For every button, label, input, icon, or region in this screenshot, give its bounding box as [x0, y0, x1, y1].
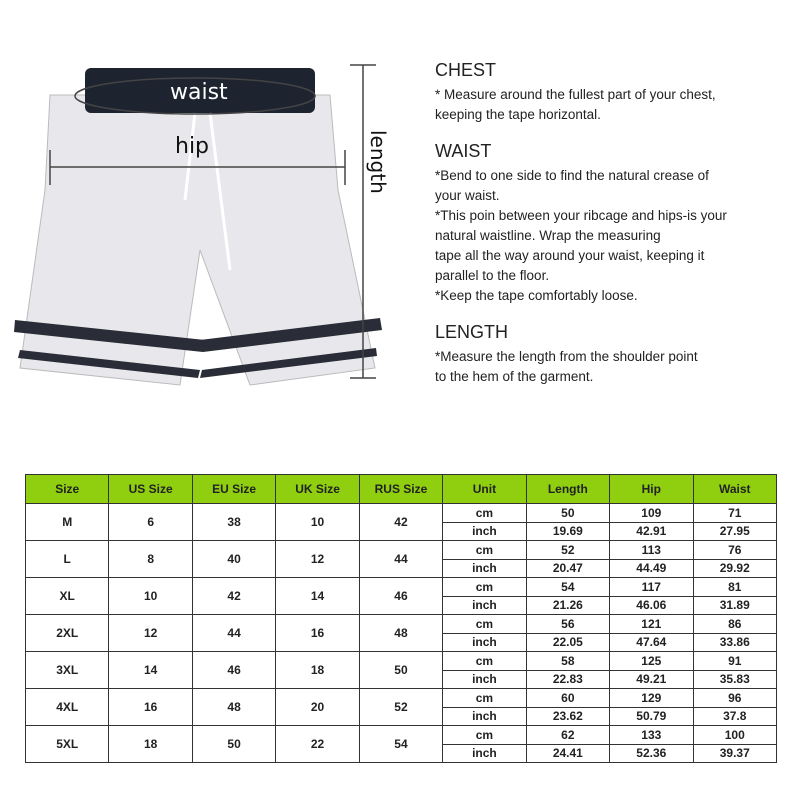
cell-inch: 33.86 [693, 633, 777, 652]
cell-cm: 58 [526, 652, 609, 671]
table-row [26, 652, 777, 671]
cell-cm: 109 [610, 504, 693, 523]
cell-cm: 113 [610, 541, 693, 560]
cell-inch: 22.83 [526, 670, 609, 689]
column-header: UK Size [276, 475, 359, 504]
cell-uk: 14 [276, 578, 359, 615]
column-header: Length [526, 475, 609, 504]
cell-us: 8 [109, 541, 192, 578]
cell-uk: 20 [276, 689, 359, 726]
cell-cm: cm [443, 689, 526, 708]
cell-uk: 16 [276, 615, 359, 652]
guide-section [435, 322, 795, 387]
cell-inch: inch [443, 707, 526, 726]
cell-inch: inch [443, 670, 526, 689]
size-table [25, 474, 777, 763]
cell-inch: 27.95 [693, 522, 777, 541]
cell-cm: 52 [526, 541, 609, 560]
cell-us: 10 [109, 578, 192, 615]
cell-cm: 60 [526, 689, 609, 708]
cell-inch: 50.79 [610, 707, 693, 726]
cell-inch: 35.83 [693, 670, 777, 689]
cell-cm: 121 [610, 615, 693, 634]
column-header: Size [26, 475, 109, 504]
cell-inch: inch [443, 559, 526, 578]
cell-inch: 44.49 [610, 559, 693, 578]
cell-inch: 52.36 [610, 744, 693, 763]
column-header: Hip [610, 475, 693, 504]
table-header-row [26, 475, 777, 504]
cell-inch: 29.92 [693, 559, 777, 578]
length-label: length [366, 130, 390, 194]
cell-rus: 42 [359, 504, 442, 541]
guide-text: *Measure the length from the shoulder point [435, 349, 698, 364]
table-row [26, 541, 777, 560]
column-header: US Size [109, 475, 192, 504]
cell-rus: 48 [359, 615, 442, 652]
guide-text: your waist. [435, 188, 500, 203]
cell-us: 12 [109, 615, 192, 652]
column-header: Waist [693, 475, 777, 504]
cell-inch: inch [443, 522, 526, 541]
cell-size: M [26, 504, 109, 541]
measurement-guide [435, 60, 795, 403]
guide-text: *Keep the tape comfortably loose. [435, 288, 638, 303]
cell-cm: cm [443, 541, 526, 560]
cell-inch: 20.47 [526, 559, 609, 578]
guide-title: LENGTH [435, 322, 509, 342]
cell-inch: 49.21 [610, 670, 693, 689]
guide-text: tape all the way around your waist, keeping it [435, 248, 705, 263]
guide-text: to the hem of the garment. [435, 369, 594, 384]
cell-inch: inch [443, 596, 526, 615]
guide-text: *This poin between your ribcage and hips-is your [435, 208, 727, 223]
cell-us: 14 [109, 652, 192, 689]
guide-title: CHEST [435, 60, 497, 80]
cell-uk: 18 [276, 652, 359, 689]
cell-us: 16 [109, 689, 192, 726]
cell-rus: 44 [359, 541, 442, 578]
cell-cm: 129 [610, 689, 693, 708]
cell-cm: 86 [693, 615, 777, 634]
cell-eu: 46 [192, 652, 275, 689]
table-row [26, 689, 777, 708]
guide-section [435, 141, 795, 306]
cell-inch: 22.05 [526, 633, 609, 652]
cell-us: 18 [109, 726, 192, 763]
cell-size: 4XL [26, 689, 109, 726]
cell-size: XL [26, 578, 109, 615]
cell-inch: 46.06 [610, 596, 693, 615]
cell-inch: 37.8 [693, 707, 777, 726]
cell-cm: 91 [693, 652, 777, 671]
cell-eu: 40 [192, 541, 275, 578]
cell-us: 6 [109, 504, 192, 541]
guide-section [435, 60, 795, 125]
cell-cm: 133 [610, 726, 693, 745]
cell-cm: 117 [610, 578, 693, 597]
table-row [26, 578, 777, 597]
guide-text: natural waistline. Wrap the measuring [435, 228, 661, 243]
column-header: RUS Size [359, 475, 442, 504]
cell-inch: 23.62 [526, 707, 609, 726]
cell-cm: 56 [526, 615, 609, 634]
cell-cm: cm [443, 652, 526, 671]
column-header: EU Size [192, 475, 275, 504]
waist-label: waist [170, 80, 228, 105]
cell-rus: 50 [359, 652, 442, 689]
cell-cm: 50 [526, 504, 609, 523]
cell-cm: cm [443, 615, 526, 634]
cell-eu: 48 [192, 689, 275, 726]
table-row [26, 615, 777, 634]
cell-rus: 54 [359, 726, 442, 763]
cell-inch: 39.37 [693, 744, 777, 763]
cell-cm: 125 [610, 652, 693, 671]
cell-inch: 24.41 [526, 744, 609, 763]
cell-eu: 50 [192, 726, 275, 763]
cell-eu: 44 [192, 615, 275, 652]
cell-uk: 12 [276, 541, 359, 578]
cell-cm: cm [443, 504, 526, 523]
cell-cm: 76 [693, 541, 777, 560]
cell-inch: 19.69 [526, 522, 609, 541]
cell-inch: inch [443, 744, 526, 763]
cell-size: 2XL [26, 615, 109, 652]
cell-rus: 52 [359, 689, 442, 726]
table-row [26, 504, 777, 523]
cell-rus: 46 [359, 578, 442, 615]
cell-cm: 81 [693, 578, 777, 597]
cell-cm: cm [443, 578, 526, 597]
guide-text: keeping the tape horizontal. [435, 107, 601, 122]
cell-inch: 21.26 [526, 596, 609, 615]
cell-cm: 71 [693, 504, 777, 523]
cell-uk: 10 [276, 504, 359, 541]
cell-eu: 38 [192, 504, 275, 541]
hip-label: hip [175, 134, 210, 159]
cell-inch: 47.64 [610, 633, 693, 652]
cell-cm: 54 [526, 578, 609, 597]
cell-size: L [26, 541, 109, 578]
cell-cm: 100 [693, 726, 777, 745]
guide-text: * Measure around the fullest part of your chest, [435, 87, 716, 102]
cell-inch: 42.91 [610, 522, 693, 541]
cell-cm: cm [443, 726, 526, 745]
cell-cm: 62 [526, 726, 609, 745]
cell-eu: 42 [192, 578, 275, 615]
guide-text: *Bend to one side to find the natural crease of [435, 168, 709, 183]
cell-size: 3XL [26, 652, 109, 689]
cell-size: 5XL [26, 726, 109, 763]
cell-inch: 31.89 [693, 596, 777, 615]
column-header: Unit [443, 475, 526, 504]
guide-title: WAIST [435, 141, 492, 161]
cell-cm: 96 [693, 689, 777, 708]
table-row [26, 726, 777, 745]
cell-uk: 22 [276, 726, 359, 763]
guide-text: parallel to the floor. [435, 268, 550, 283]
cell-inch: inch [443, 633, 526, 652]
